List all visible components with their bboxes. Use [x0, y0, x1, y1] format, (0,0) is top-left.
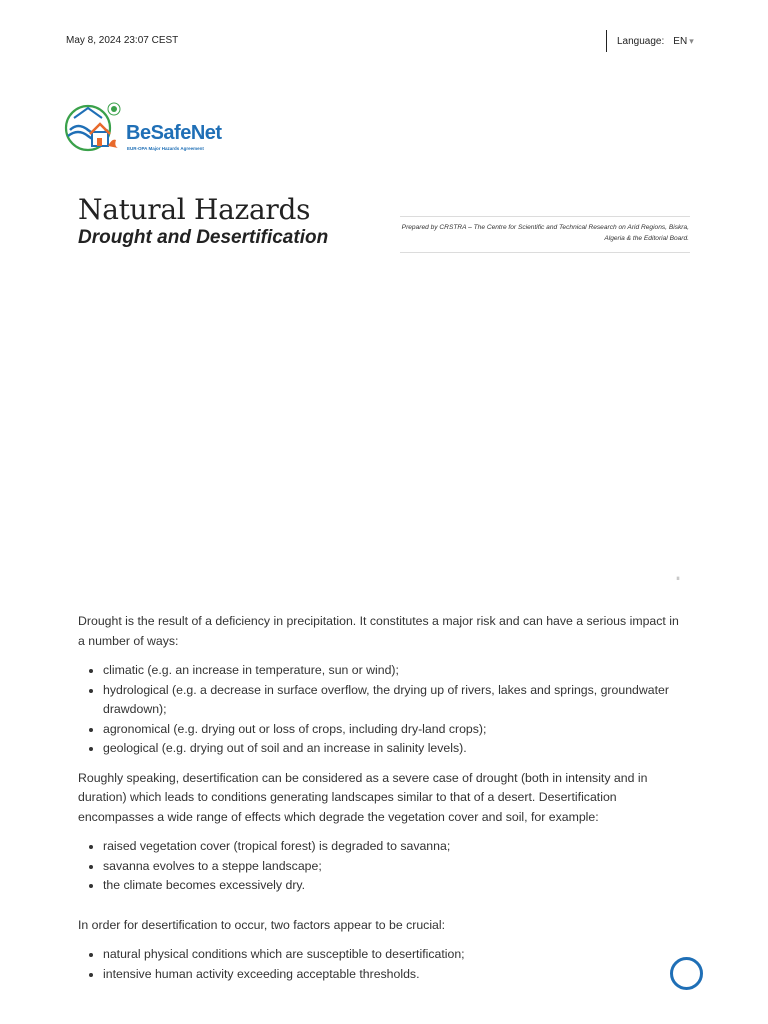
floating-action-button[interactable] — [670, 957, 703, 990]
language-label: Language: — [617, 35, 665, 47]
list-item: • natural physical conditions which are susceptible to desertification; — [103, 945, 688, 965]
language-value[interactable] — [673, 36, 693, 47]
language-code: EN — [673, 35, 688, 47]
logo-icon — [64, 100, 124, 156]
logo-name: BeSafeNet — [126, 122, 222, 144]
factors-paragraph: In order for desertification to occur, two factors appear to be crucial: — [78, 917, 446, 932]
top-bar — [66, 30, 692, 52]
page-titles — [78, 193, 328, 249]
list-item: • raised vegetation cover (tropical forest) is degraded to savanna; — [103, 837, 688, 857]
effects-list — [103, 837, 688, 896]
besafenet-logo[interactable] — [64, 100, 224, 158]
page-title: Natural Hazards — [78, 193, 311, 226]
media-placeholder — [78, 260, 690, 592]
chevron-down-icon: ▾ — [689, 35, 694, 46]
media-control-icon[interactable]: ⏸ — [676, 574, 680, 583]
list-item: • climatic (e.g. an increase in temperature, sun or wind); — [103, 661, 688, 681]
article-body — [78, 612, 688, 994]
list-item: • the climate becomes excessively dry. — [103, 876, 688, 896]
list-item: • geological (e.g. drying out of soil and an increase in salinity levels). — [103, 739, 688, 759]
logo-tagline: EUR-OPA Major Hazards Agreement — [127, 146, 204, 151]
list-item: • savanna evolves to a steppe landscape; — [103, 857, 688, 877]
list-item: • intensive human activity exceeding acceptable thresholds. — [103, 965, 688, 985]
date-text: May 8, 2024 23:07 CEST — [66, 35, 179, 46]
list-item: • agronomical (e.g. drying out or loss of crops, including dry-land crops); — [103, 720, 688, 740]
list-item: • hydrological (e.g. a decrease in surface overflow, the drying up of rivers, lakes and springs, groundwater drawdown); — [103, 681, 688, 720]
desertification-paragraph: Roughly speaking, desertification can be considered as a severe case of drought (both in intensity and in duration) which leads to conditions generating landscapes similar to that of a desert. Desertification encompasses a wide range of effects which degrade the vegetation cover and soil, for example: — [78, 770, 648, 824]
spacer — [78, 906, 688, 916]
impacts-list — [103, 661, 688, 759]
language-selector[interactable] — [606, 30, 694, 52]
intro-paragraph: Drought is the result of a deficiency in precipitation. It constitutes a major risk and can have a serious impact in a number of ways: — [78, 614, 679, 648]
prepared-by-note: Prepared by CRSTRA – The Centre for Scientific and Technical Research on Arid Regions, Biskra, Algeria & the Editorial Board. — [400, 216, 690, 253]
page-subtitle: Drought and Desertification — [78, 227, 329, 248]
factors-list — [103, 945, 688, 984]
